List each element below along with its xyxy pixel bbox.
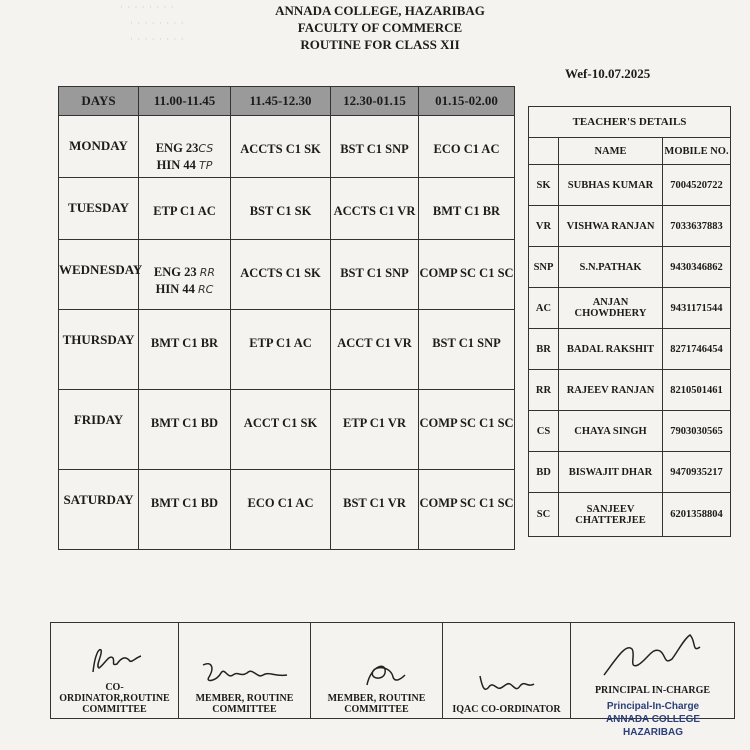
- routine-cell: ECO C1 AC: [419, 116, 515, 178]
- routine-cell: BST C1 SNP: [331, 116, 419, 178]
- stamp-line: ANNADA COLLEGE: [605, 714, 701, 725]
- effective-date: Wef-10.07.2025: [565, 66, 651, 81]
- teacher-name: SUBHAS KUMAR: [559, 165, 663, 206]
- signature-cell: [311, 623, 443, 719]
- signature-cell: [443, 623, 571, 719]
- routine-cell: BST C1 SNP: [419, 310, 515, 390]
- signature-mark: [85, 644, 145, 678]
- teacher-row: [529, 288, 731, 329]
- stamp-line: HAZARIBAG: [623, 727, 683, 738]
- routine-cell: BST C1 VR: [331, 470, 419, 550]
- teacher-code: SC: [529, 493, 559, 537]
- signature-label: PRINCIPAL IN-CHARGE: [594, 685, 711, 696]
- teacher-name: RAJEEV RANJAN: [559, 370, 663, 411]
- routine-cell: [139, 240, 231, 310]
- routine-cell: BMT C1 BD: [139, 390, 231, 470]
- routine-row-monday: [59, 116, 515, 178]
- routine-cell: BMT C1 BD: [139, 470, 231, 550]
- stamp-line: Principal-In-Charge: [606, 701, 700, 712]
- routine-cell: ACCTS C1 SK: [231, 240, 331, 310]
- handwritten-teacher-code: RC: [198, 283, 214, 296]
- teacher-code: BD: [529, 452, 559, 493]
- day-label: WEDNESDAY: [59, 240, 139, 310]
- signature-label: MEMBER, ROUTINE COMMITTEE: [327, 693, 426, 715]
- day-label: TUESDAY: [59, 178, 139, 240]
- teacher-code: SK: [529, 165, 559, 206]
- signature-mark: [197, 655, 293, 689]
- col-header-period-1: 11.00-11.45: [139, 87, 231, 116]
- signature-mark: [347, 655, 407, 689]
- col-header-period-4: 01.15-02.00: [419, 87, 515, 116]
- subject-text: ENG 23: [153, 265, 197, 279]
- subject-text: HIN 44: [155, 282, 195, 296]
- code-column-header: [529, 138, 559, 165]
- col-header-days: DAYS: [59, 87, 139, 116]
- teacher-name: BISWAJIT DHAR: [559, 452, 663, 493]
- signature-mark: [598, 629, 708, 681]
- handwritten-teacher-code: RR: [199, 266, 216, 279]
- mobile-column-header: MOBILE NO.: [663, 138, 731, 165]
- signature-label: CO-ORDINATOR,ROUTINE COMMITTEE: [59, 682, 170, 715]
- col-header-period-3: 12.30-01.15: [331, 87, 419, 116]
- teacher-row: [529, 493, 731, 537]
- col-header-period-2: 11.45-12.30: [231, 87, 331, 116]
- day-label: THURSDAY: [59, 310, 139, 390]
- bleed-through-text: · · · · · · · ·: [130, 34, 185, 44]
- routine-cell: BST C1 SK: [231, 178, 331, 240]
- teacher-row: [529, 452, 731, 493]
- day-label: SATURDAY: [59, 470, 139, 550]
- teacher-mobile: 8210501461: [663, 370, 731, 411]
- routine-row-saturday: [59, 470, 515, 550]
- bleed-through-text: · · · · · · · ·: [130, 18, 185, 28]
- teacher-code: BR: [529, 329, 559, 370]
- routine-cell: COMP SC C1 SC: [419, 390, 515, 470]
- handwritten-teacher-code: CS: [198, 142, 214, 155]
- college-name: ANNADA COLLEGE, HAZARIBAG: [275, 3, 485, 18]
- routine-cell: ACCTS C1 VR: [331, 178, 419, 240]
- teacher-mobile: 9470935217: [663, 452, 731, 493]
- routine-cell: ACCTS C1 SK: [231, 116, 331, 178]
- principal-stamp: [588, 700, 718, 739]
- subject-text: HIN 44: [156, 158, 196, 172]
- teacher-mobile: 9430346862: [663, 247, 731, 288]
- teacher-code: VR: [529, 206, 559, 247]
- teacher-mobile: 6201358804: [663, 493, 731, 537]
- teacher-mobile: 8271746454: [663, 329, 731, 370]
- teacher-mobile: 7004520722: [663, 165, 731, 206]
- routine-cell: COMP SC C1 SC: [419, 470, 515, 550]
- teacher-row: [529, 370, 731, 411]
- teacher-name: SANJEEV CHATTERJEE: [559, 493, 663, 537]
- teacher-code: CS: [529, 411, 559, 452]
- teacher-name: BADAL RAKSHIT: [559, 329, 663, 370]
- day-label: FRIDAY: [59, 390, 139, 470]
- teacher-row: [529, 329, 731, 370]
- bleed-through-text: · · · · · · · ·: [120, 2, 175, 12]
- routine-cell: COMP SC C1 SC: [419, 240, 515, 310]
- teacher-mobile: 7903030565: [663, 411, 731, 452]
- signature-cell: [51, 623, 179, 719]
- routine-title: ROUTINE FOR CLASS XII: [300, 37, 460, 52]
- routine-row-tuesday: [59, 178, 515, 240]
- routine-cell: ETP C1 VR: [331, 390, 419, 470]
- routine-cell: ACCT C1 SK: [231, 390, 331, 470]
- routine-table: [58, 86, 515, 550]
- handwritten-teacher-code: TP: [199, 159, 213, 172]
- teacher-code: SNP: [529, 247, 559, 288]
- teacher-name: CHAYA SINGH: [559, 411, 663, 452]
- routine-cell: ECO C1 AC: [231, 470, 331, 550]
- routine-cell: ETP C1 AC: [231, 310, 331, 390]
- teacher-mobile: 9431171544: [663, 288, 731, 329]
- routine-row-wednesday: [59, 240, 515, 310]
- teacher-row: [529, 247, 731, 288]
- routine-cell: [139, 116, 231, 178]
- teacher-row: [529, 206, 731, 247]
- routine-cell: ACCT C1 VR: [331, 310, 419, 390]
- subject-text: ENG 23: [155, 141, 199, 155]
- teacher-row: [529, 411, 731, 452]
- teacher-details-table: [528, 106, 731, 537]
- name-column-header: NAME: [559, 138, 663, 165]
- routine-cell: BMT C1 BR: [139, 310, 231, 390]
- teacher-row: [529, 165, 731, 206]
- teacher-code: AC: [529, 288, 559, 329]
- teacher-name: VISHWA RANJAN: [559, 206, 663, 247]
- signature-label: IQAC CO-ORDINATOR: [452, 704, 561, 715]
- teacher-name: ANJAN CHOWDHERY: [559, 288, 663, 329]
- teacher-code: RR: [529, 370, 559, 411]
- day-label: MONDAY: [59, 116, 139, 178]
- teacher-mobile: 7033637883: [663, 206, 731, 247]
- routine-header-row: [59, 87, 515, 116]
- teacher-details-title: TEACHER'S DETAILS: [529, 107, 731, 138]
- signature-mark: [472, 666, 542, 700]
- faculty-name: FACULTY OF COMMERCE: [297, 20, 463, 35]
- routine-cell: ETP C1 AC: [139, 178, 231, 240]
- routine-cell: BMT C1 BR: [419, 178, 515, 240]
- teacher-name: S.N.PATHAK: [559, 247, 663, 288]
- routine-row-friday: [59, 390, 515, 470]
- routine-cell: BST C1 SNP: [331, 240, 419, 310]
- routine-row-thursday: [59, 310, 515, 390]
- signature-label: MEMBER, ROUTINE COMMITTEE: [195, 693, 294, 715]
- signature-cell: [179, 623, 311, 719]
